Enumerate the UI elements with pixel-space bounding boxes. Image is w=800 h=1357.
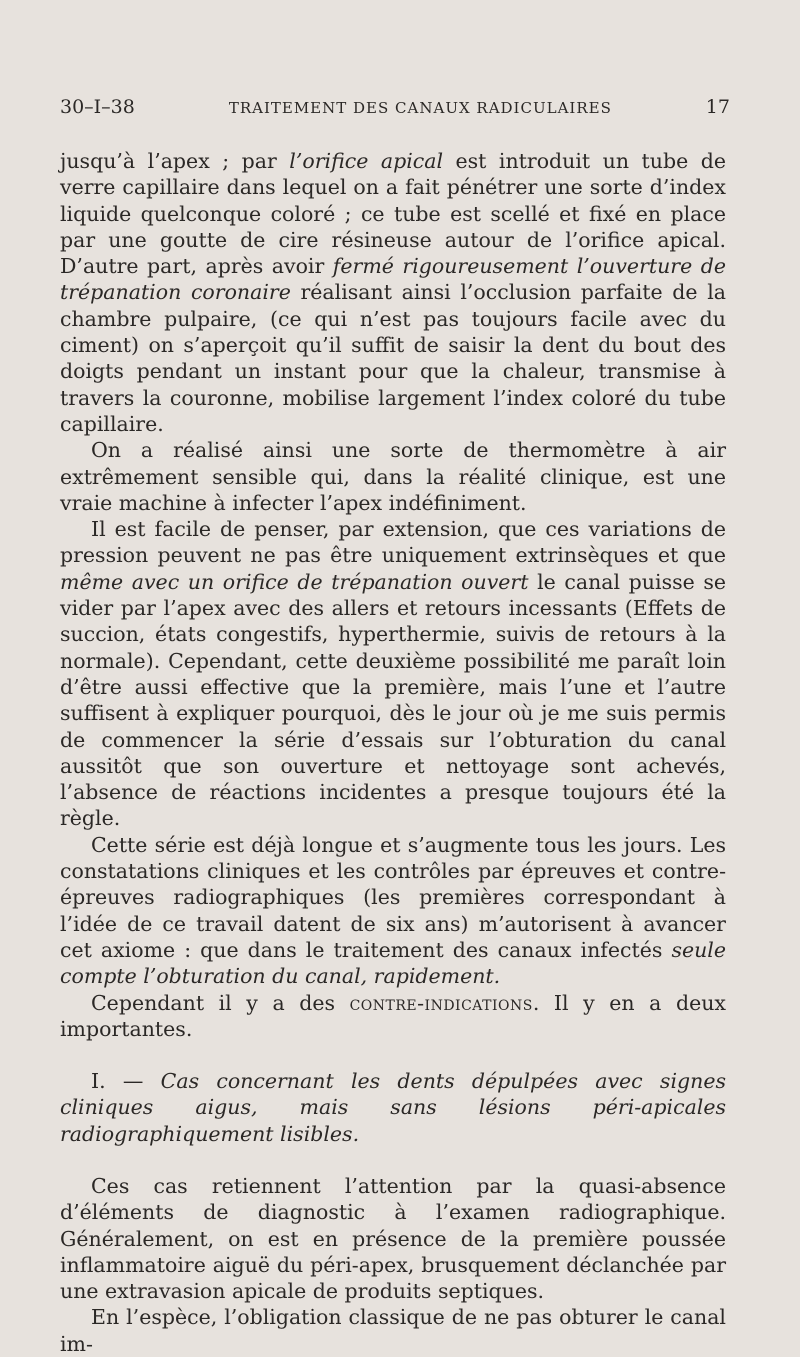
paragraph-5: Cependant il y a des contre-indications. Il y en a deux importantes. [60, 990, 726, 1041]
paragraph-3: Il est facile de penser, par extension, que ces variations de pression peuvent ne pas être uniquement extrinsèques et que même avec un orifice de trépanation ouvert le canal puisse se vider par l’apex avec des allers et retours incessants (Effets de succion, états congestifs, hyperthermie, suivis de retours à la normale). Cependant, cette deuxième possibilité me paraît loin d’être aussi effective que la première, mais l’une et l’autre suffisent à expliquer pourquoi, dès le jour où je me suis permis de commencer la série d’essais sur l’obturation du canal aussitôt que son ouverture et nettoyage sont achevés, l’absence de réactions incidentes a presque toujours été la règle. [60, 517, 727, 831]
running-header [60, 96, 730, 126]
paragraph-7: Ces cas retiennent l’attention par la quasi-absence d’éléments de diagnostic à l’examen radiographique. Généralement, on est en présence de la première poussée inflammatoire aiguë du péri-apex, brusquement déclanchée par une extravasion apicale de produits septiques. [60, 1173, 726, 1304]
running-title: TRAITEMENT DES CANAUX RADICULAIRES [228, 99, 612, 117]
emphasis: fermé rigoureusement l’ouverture de trépanation coronaire [60, 254, 727, 305]
emphasis: même avec un orifice de trépanation ouvert [60, 569, 529, 594]
emphasis: Cas concernant les dents dépulpées avec signes cliniques aigus, mais sans lésions péri-apicales radiographiquement lisibles. [60, 1069, 726, 1146]
small-caps-term: contre-indications [349, 990, 533, 1015]
main-text [60, 148, 726, 1357]
paragraph-8: En l’espèce, l’obligation classique de ne pas obturer le canal im- [60, 1305, 726, 1356]
page-reference: 30–I–38 [60, 96, 135, 118]
section-heading-I: I. — Cas concernant les dents dépulpées avec signes cliniques aigus, mais sans lésions péri-apicales radiographiquement lisibles. [60, 1069, 726, 1146]
emphasis: seule compte l’obturation du canal, rapidement. [60, 937, 726, 989]
emphasis: l’orifice apical [289, 149, 444, 173]
paragraph-2: On a réalisé ainsi une sorte de thermomètre à air extrêmement sensible qui, dans la réalité clinique, est une vraie machine à infecter l’apex indéfiniment. [60, 438, 726, 515]
page-number: 17 [705, 96, 730, 118]
paragraph-4: Cette série est déjà longue et s’augmente tous les jours. Les constatations cliniques et les contrôles par épreuves et contre-épreuves radiographiques (les premières correspondant à l’idée de ce travail datent de six ans) m’autorisent à avancer cet axiome : que dans le traitement des canaux infectés seule compte l’obturation du canal, rapidement. [60, 832, 726, 989]
paragraph-1: jusqu’à l’apex ; par l’orifice apical est introduit un tube de verre capillaire dans lequel on a fait pénétrer une sorte d’index liquide quelconque coloré ; ce tube est scellé et fixé en place par une goutte de cire résineuse autour de l’orifice apical. D’autre part, après avoir fermé rigoureusement l’ouverture de trépanation coronaire réalisant ainsi l’occlusion parfaite de la chambre pulpaire, (ce qui n’est pas toujours facile avec du ciment) on s’aperçoit qu’il suffit de saisir la dent du bout des doigts pendant un instant pour que la chaleur, transmise à travers la couronne, mobilise largement l’index coloré du tube capillaire. [60, 149, 727, 436]
